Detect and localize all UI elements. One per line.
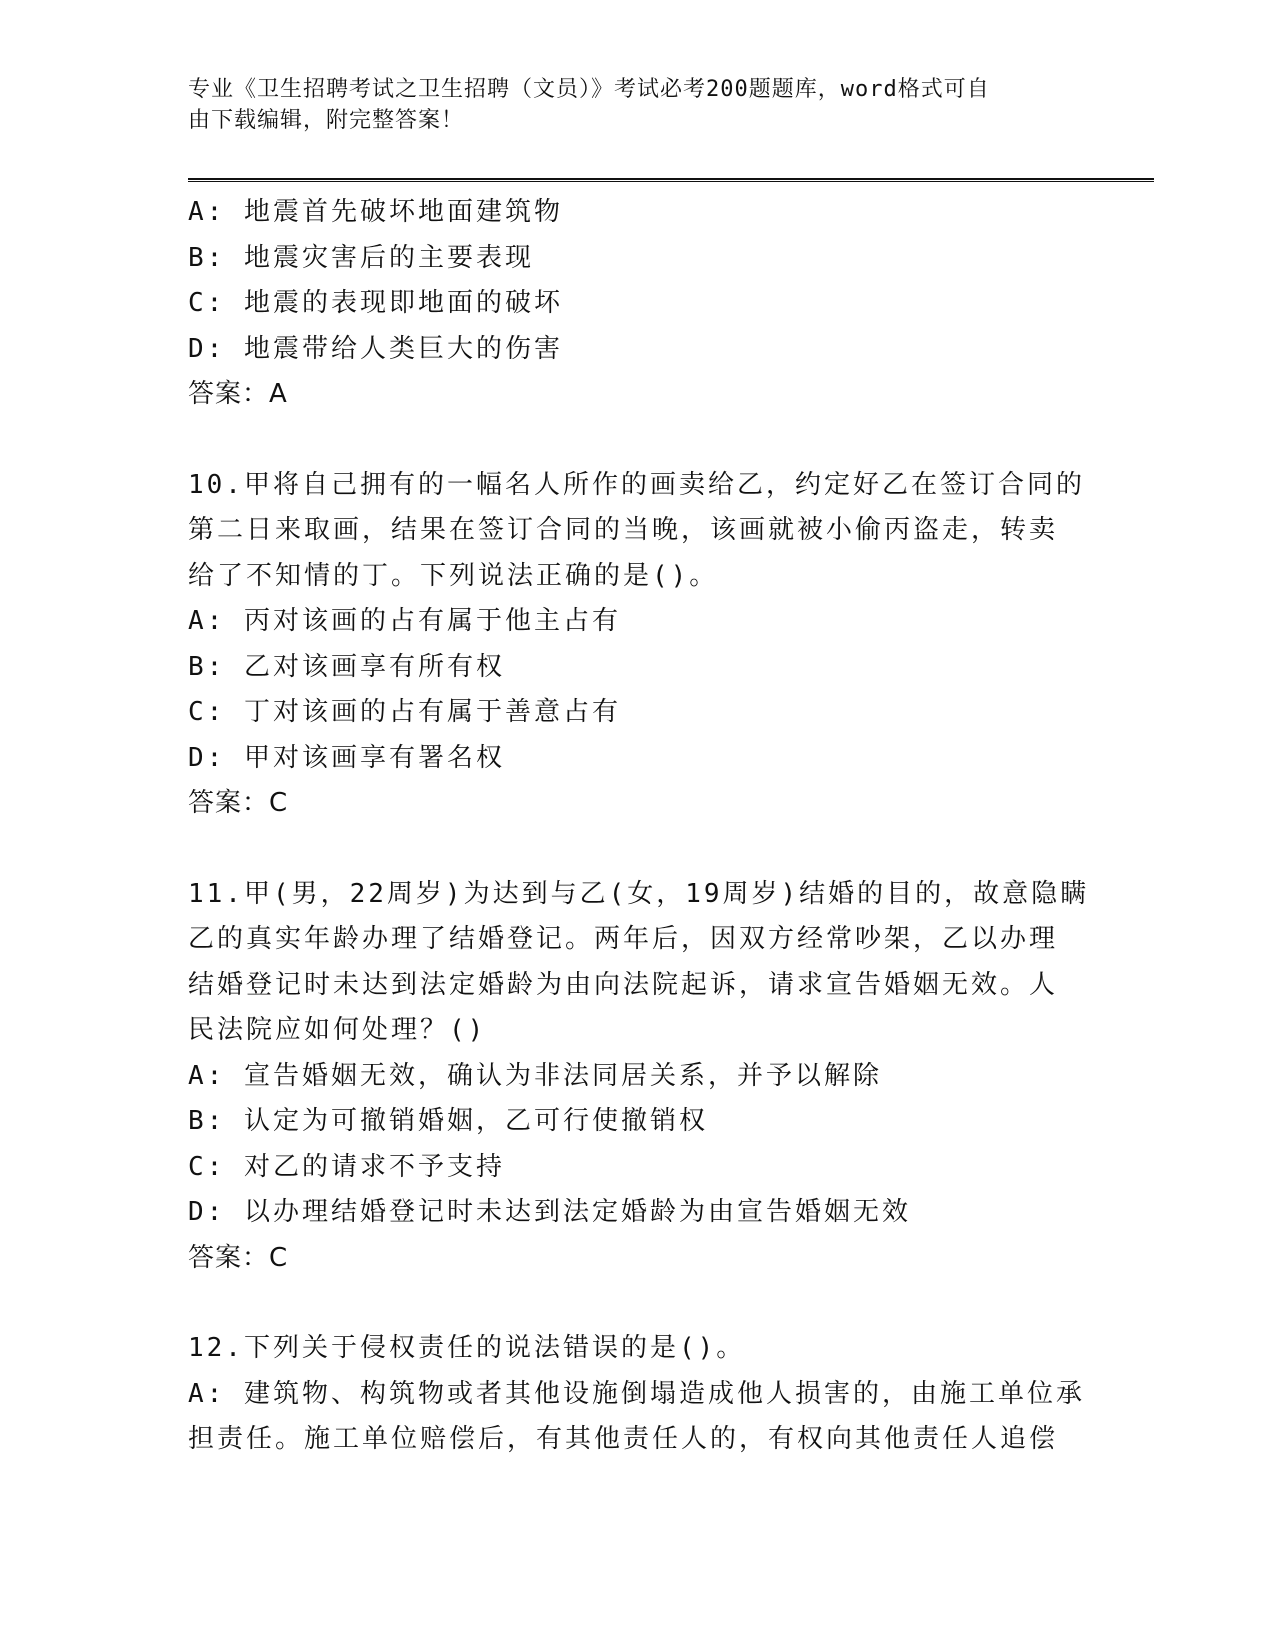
spacer: [188, 827, 1088, 872]
option-b: B: 乙对该画享有所有权: [188, 651, 505, 682]
option-b: B: 地震灾害后的主要表现: [188, 242, 534, 273]
option-a: A: 宣告婚姻无效，确认为非法同居关系，并予以解除: [188, 1060, 882, 1091]
option-c: C: 对乙的请求不予支持: [188, 1151, 505, 1182]
question-list: [188, 190, 1088, 1463]
option-d: D: 甲对该画享有署名权: [188, 742, 505, 773]
question-stem-line: 民法院应如何处理？(): [188, 1015, 487, 1045]
question-stem-line: 结婚登记时未达到法定婚龄为由向法院起诉，请求宣告婚姻无效。人: [188, 969, 1059, 1000]
question-12-block: [188, 1326, 1088, 1463]
answer-line: 答案：A: [188, 379, 288, 409]
document-header: [188, 74, 1088, 136]
spacer: [188, 1281, 1088, 1326]
question-stem-line: 乙的真实年龄办理了结婚登记。两年后，因双方经常吵架，乙以办理: [188, 924, 1059, 954]
option-c: C: 丁对该画的占有属于善意占有: [188, 697, 621, 727]
question-stem-line: 12.下列关于侵权责任的说法错误的是()。: [188, 1333, 746, 1363]
previous-question-block: [188, 190, 1088, 418]
answer-line: 答案：C: [188, 1242, 289, 1273]
question-stem-line: 第二日来取画，结果在签订合同的当晚，该画就被小偷丙盗走，转卖: [188, 515, 1059, 545]
question-stem-line: 10.甲将自己拥有的一幅名人所作的画卖给乙，约定好乙在签订合同的: [188, 469, 1085, 500]
option-a: A: 地震首先破坏地面建筑物: [188, 197, 563, 227]
question-10-block: [188, 463, 1088, 827]
header-line-1: 专业《卫生招聘考试之卫生招聘（文员）》考试必考200题题库，word格式可自: [188, 77, 990, 102]
option-c: C: 地震的表现即地面的破坏: [188, 288, 563, 318]
option-d: D: 地震带给人类巨大的伤害: [188, 333, 563, 364]
option-a: A: 建筑物、构筑物或者其他设施倒塌造成他人损害的，由施工单位承: [188, 1378, 1085, 1409]
answer-line: 答案：C: [188, 788, 289, 818]
question-stem-line: 11.甲(男，22周岁)为达到与乙(女，19周岁)结婚的目的，故意隐瞒: [188, 878, 1090, 909]
option-d: D: 以办理结婚登记时未达到法定婚龄为由宣告婚姻无效: [188, 1197, 911, 1227]
spacer: [188, 418, 1088, 463]
question-11-block: [188, 872, 1088, 1282]
option-b: B: 认定为可撤销婚姻，乙可行使撤销权: [188, 1106, 708, 1136]
option-a-continued: 担责任。施工单位赔偿后，有其他责任人的，有权向其他责任人追偿: [188, 1424, 1059, 1454]
question-stem-line: 给了不知情的丁。下列说法正确的是()。: [188, 560, 719, 591]
header-line-2: 由下载编辑，附完整答案！: [188, 108, 465, 133]
header-divider: [188, 178, 1154, 182]
option-a: A: 丙对该画的占有属于他主占有: [188, 606, 621, 636]
